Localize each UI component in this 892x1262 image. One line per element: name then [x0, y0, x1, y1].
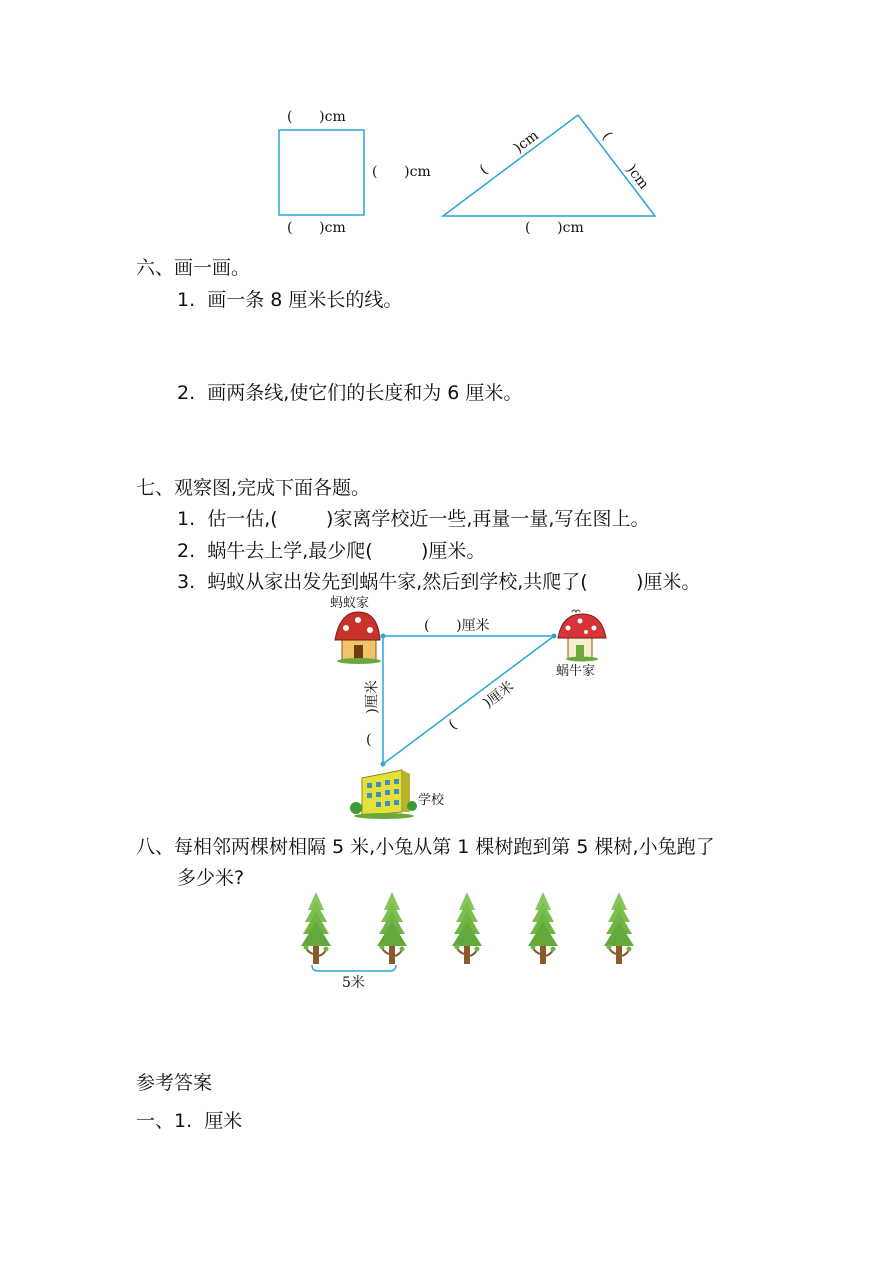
- answers-line-1: 一、1. 厘米: [136, 1110, 243, 1132]
- triangle-left-open: (: [476, 161, 491, 179]
- triangle-left-close: )cm: [510, 127, 542, 157]
- triangle-bottom-label: ( )cm: [525, 220, 584, 236]
- tree-2: [377, 892, 407, 964]
- square-right-label: ( )cm: [372, 164, 431, 180]
- square-bottom-label: ( )cm: [287, 220, 346, 236]
- tree-5: [604, 892, 634, 964]
- triangle-right-open: (: [598, 129, 615, 143]
- answers-heading: 参考答案: [136, 1072, 213, 1094]
- section6-title: 六、画一画。: [136, 257, 251, 279]
- square-top-label: ( )cm: [287, 109, 346, 125]
- section7-question-1: 1. 估一估,( )家离学校近一些,再量一量,写在图上。: [177, 508, 650, 530]
- section6-question-2: 2. 画两条线,使它们的长度和为 6 厘米。: [177, 382, 523, 404]
- tree-4: [528, 892, 558, 964]
- triangle-right-close: )cm: [622, 161, 652, 193]
- section6-question-1: 1. 画一条 8 厘米长的线。: [177, 289, 403, 311]
- gap-label: 5米: [342, 975, 365, 991]
- left-edge-open: (: [366, 732, 372, 748]
- section8-title-line1: 八、每相邻两棵树相隔 5 米,小兔从第 1 棵树跑到第 5 棵树,小兔跑了: [136, 836, 715, 858]
- school-label: 学校: [418, 793, 445, 808]
- section7-question-2: 2. 蜗牛去上学,最少爬( )厘米。: [177, 540, 486, 562]
- diagonal-close: )厘米: [480, 678, 517, 712]
- tree-1: [301, 892, 331, 964]
- section8-title-line2: 多少米?: [177, 867, 245, 889]
- section7-title: 七、观察图,完成下面各题。: [136, 477, 371, 499]
- snail-home-label: 蜗牛家: [556, 664, 596, 679]
- ant-home-label: 蚂蚁家: [330, 596, 370, 611]
- top-edge-label: ( )厘米: [424, 618, 490, 634]
- diagonal-open: (: [445, 716, 460, 734]
- tree-3: [452, 892, 482, 964]
- gap-brace: [312, 965, 396, 971]
- section7-question-3: 3. 蚂蚁从家出发先到蜗牛家,然后到学校,共爬了( )厘米。: [177, 571, 701, 593]
- left-edge-close: )厘米: [364, 680, 381, 714]
